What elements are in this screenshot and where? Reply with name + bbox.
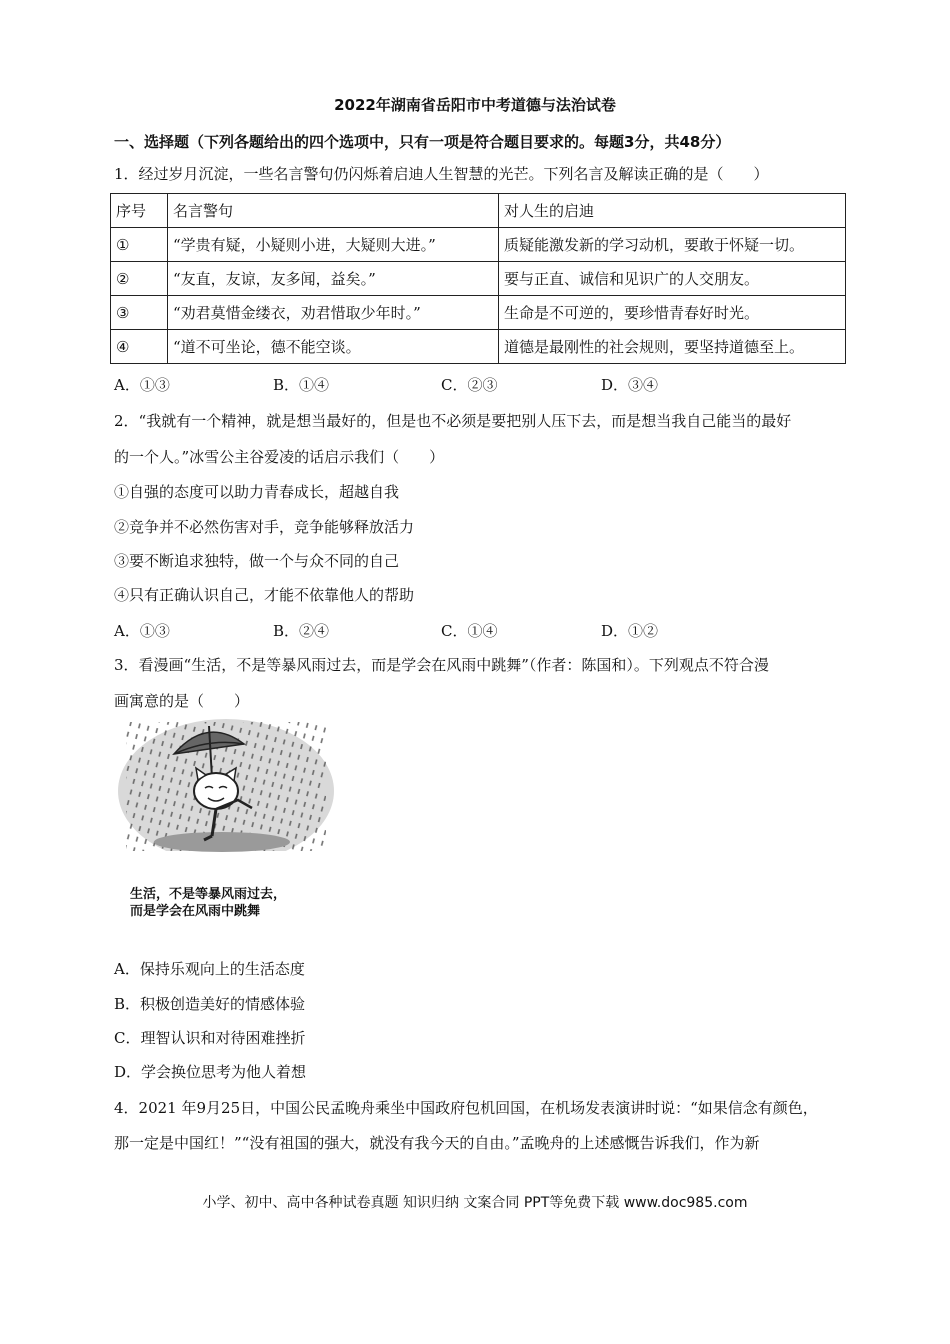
table-row <box>111 296 846 330</box>
option-c: C．②③ <box>441 376 498 394</box>
question-4-stem: 4．2021 年9月25日，中国公民孟晚舟乘坐中国政府包机回国，在机场发表演讲时说：“如果信念有颜色， <box>114 1099 818 1117</box>
table-row <box>111 228 846 262</box>
question-2-stem: 2．“我就有一个精神，就是想当最好的，但是也不必须是要把别人压下去，而是想当我自己能当的最好 <box>114 412 792 430</box>
dancing-cat-umbrella-icon <box>112 716 340 926</box>
table-cell: ① <box>111 228 168 262</box>
comic-caption-line1: 生活，不是等暴风雨过去， <box>130 887 287 902</box>
option-c: C．①④ <box>441 622 498 640</box>
option-a: A．①③ <box>114 622 170 640</box>
question-3-stem: 3．看漫画“生活，不是等暴风雨过去，而是学会在风雨中跳舞”（作者：陈国和）。下列观点不符合漫 <box>114 656 769 674</box>
option-b: B．①④ <box>273 376 330 394</box>
question-3-stem-cont: 画寓意的是（ ） <box>114 692 250 710</box>
table-row <box>111 330 846 364</box>
page-title: 2022年湖南省岳阳市中考道德与法治试卷 <box>334 96 616 114</box>
option-a: A．①③ <box>114 376 170 394</box>
table-row <box>111 262 846 296</box>
option-d: D．③④ <box>601 376 659 394</box>
table-header-cell: 对人生的启迪 <box>499 194 846 228</box>
table-cell: “道不可坐论，德不能空谈。 <box>168 330 499 364</box>
statement-4: ④只有正确认识自己，才能不依靠他人的帮助 <box>114 586 415 604</box>
option-d: D．①② <box>601 622 659 640</box>
table-cell: “学贵有疑，小疑则小进，大疑则大进。” <box>168 228 499 262</box>
table-cell: ④ <box>111 330 168 364</box>
option-c: C．理智认识和对待困难挫折 <box>114 1029 306 1047</box>
comic-illustration <box>112 716 340 926</box>
table-cell: 道德是最刚性的社会规则，要坚持道德至上。 <box>499 330 846 364</box>
statement-1: ①自强的态度可以助力青春成长，超越自我 <box>114 483 400 501</box>
option-b: B．积极创造美好的情感体验 <box>114 995 306 1013</box>
table-header-cell: 名言警句 <box>168 194 499 228</box>
section-heading: 一、选择题（下列各题给出的四个选项中，只有一项是符合题目要求的。每题3分，共48分） <box>114 133 731 151</box>
quote-table <box>110 193 846 364</box>
option-b: B．②④ <box>273 622 330 640</box>
table-cell: ② <box>111 262 168 296</box>
option-a: A．保持乐观向上的生活态度 <box>114 960 305 978</box>
question-4-stem-cont: 那一定是中国红！”“没有祖国的强大，就没有我今天的自由。”孟晚舟的上述感慨告诉我们，作为新 <box>114 1134 760 1152</box>
table-cell: 要与正直、诚信和见识广的人交朋友。 <box>499 262 846 296</box>
table-cell: 质疑能激发新的学习动机，要敢于怀疑一切。 <box>499 228 846 262</box>
table-header-row <box>111 194 846 228</box>
option-d: D．学会换位思考为他人着想 <box>114 1063 307 1081</box>
statement-2: ②竞争并不必然伤害对手，竞争能够释放活力 <box>114 518 415 536</box>
table-cell: 生命是不可逆的，要珍惜青春好时光。 <box>499 296 846 330</box>
table-cell: “劝君莫惜金缕衣，劝君惜取少年时。” <box>168 296 499 330</box>
comic-caption-line2: 而是学会在风雨中跳舞 <box>130 904 261 919</box>
page-footer: 小学、初中、高中各种试卷真题 知识归纳 文案合同 PPT等免费下载 www.doc985.com <box>202 1195 748 1211</box>
question-1-stem: 1．经过岁月沉淀，一些名言警句仍闪烁着启迪人生智慧的光芒。下列名言及解读正确的是（ ） <box>114 165 769 183</box>
question-2-stem-cont: 的一个人。”冰雪公主谷爱凌的话启示我们（ ） <box>114 448 445 466</box>
table-header-cell: 序号 <box>111 194 168 228</box>
table-cell: “友直，友谅，友多闻，益矣。” <box>168 262 499 296</box>
table-cell: ③ <box>111 296 168 330</box>
statement-3: ③要不断追求独特，做一个与众不同的自己 <box>114 552 400 570</box>
